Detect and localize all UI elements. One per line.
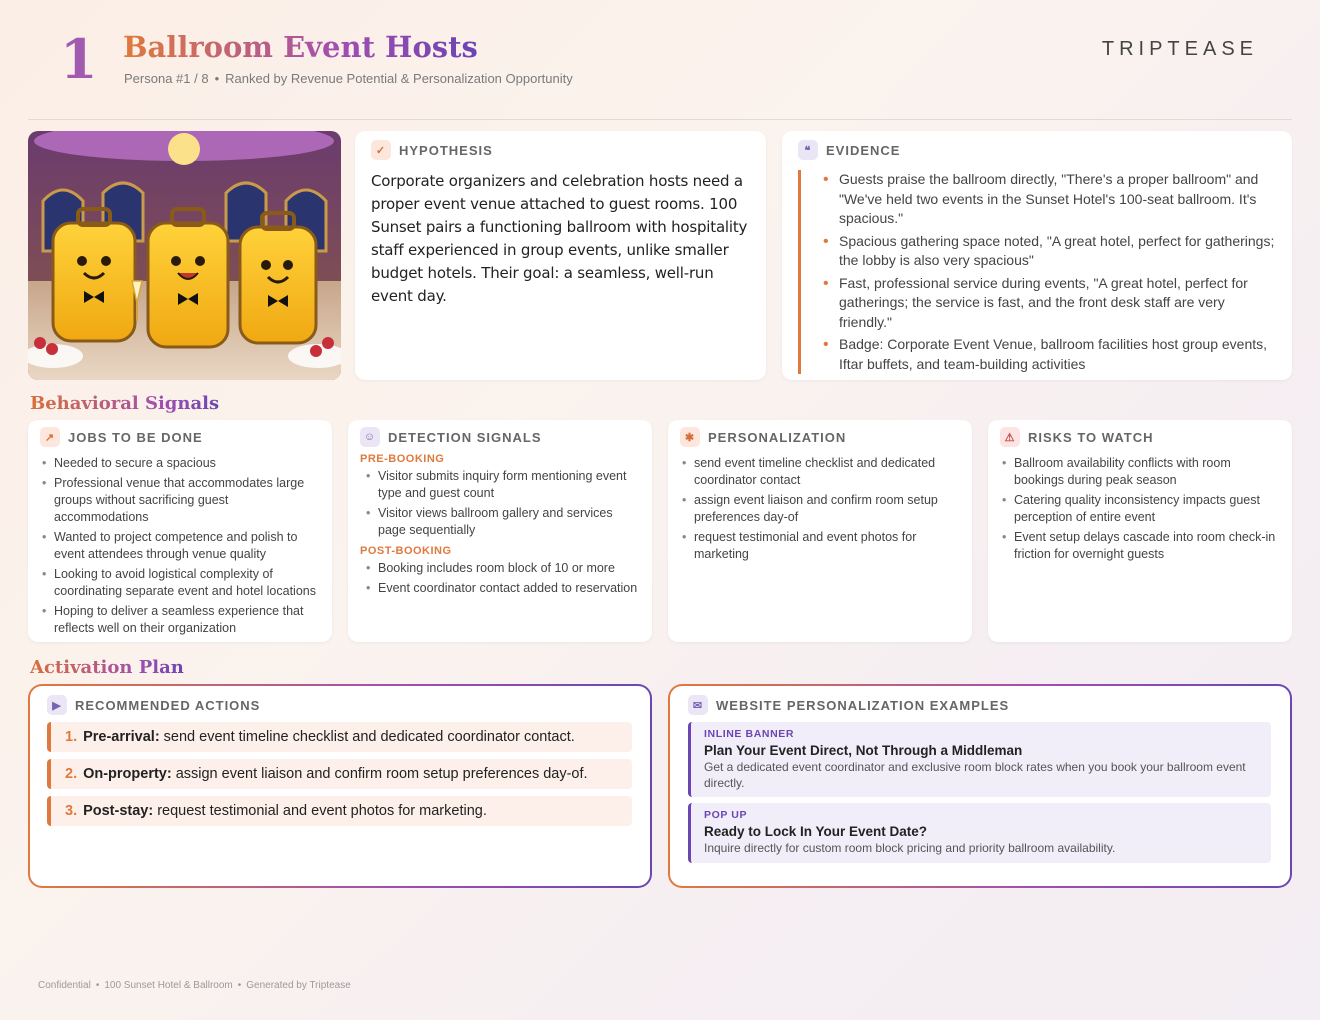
page-footer: Confidential • 100 Sunset Hotel & Ballroom • Generated by Triptease	[38, 980, 351, 991]
hypothesis-card	[355, 131, 766, 380]
list-item: • Fast, professional service during events, "A great hotel, perfect for gatherings; the service is fast, and the front desk staff are very friendly."	[815, 274, 1276, 333]
example-pop-up: POP UP Ready to Lock In Your Event Date? Inquire directly for custom room block pricing and priority ballroom availability.	[688, 803, 1271, 863]
smile-icon: ☺	[360, 427, 380, 447]
list-item: • Looking to avoid logistical complexity of coordinating separate event and hotel locations	[40, 566, 322, 600]
hypothesis-heading: HYPOTHESIS	[399, 142, 493, 158]
jobs-card	[28, 420, 332, 642]
persona-label: Persona #1 / 8	[124, 71, 209, 86]
hero-image	[28, 131, 341, 380]
pre-booking-label: PRE-BOOKING	[360, 453, 445, 465]
risks-list	[1000, 455, 1280, 563]
recommended-actions-card	[28, 684, 652, 888]
jobs-heading: JOBS TO BE DONE	[68, 429, 203, 445]
hero-illustration	[28, 131, 341, 380]
page-subtitle: Persona #1 / 8 • Ranked by Revenue Potential & Personalization Opportunity	[124, 71, 573, 86]
detection-heading: DETECTION SIGNALS	[388, 429, 542, 445]
risks-heading: RISKS TO WATCH	[1028, 429, 1154, 445]
post-booking-list	[360, 560, 642, 597]
list-item: • Professional venue that accommodates large groups without sacrificing guest accommodations	[40, 475, 322, 526]
list-item: • Wanted to project competence and polish to event attendees through venue quality	[40, 529, 322, 563]
website-examples-card	[668, 684, 1292, 888]
examples-heading: WEBSITE PERSONALIZATION EXAMPLES	[716, 697, 1010, 713]
list-item: • Badge: Corporate Event Venue, ballroom facilities host group events, Iftar buffets, and team-building activities	[815, 335, 1276, 374]
example-inline-banner: INLINE BANNER Plan Your Event Direct, Not Through a Middleman Get a dedicated event coordinator and exclusive room block rates when you book your ballroom event directly.	[688, 722, 1271, 797]
list-item: • Event setup delays cascade into room check-in friction for overnight guests	[1000, 529, 1280, 563]
check-icon: ✓	[371, 140, 391, 160]
envelope-icon: ✉	[688, 695, 708, 715]
action-item: 2. On-property: assign event liaison and confirm room setup preferences day-of.	[47, 759, 632, 789]
action-item: 3. Post-stay: request testimonial and event photos for marketing.	[47, 796, 632, 826]
evidence-heading: EVIDENCE	[826, 142, 901, 158]
detection-card	[348, 420, 652, 642]
personalization-card	[668, 420, 972, 642]
list-item: • Needed to secure a spacious	[40, 455, 322, 472]
list-item: • send event timeline checklist and dedicated coordinator contact	[680, 455, 960, 489]
play-icon: ▶	[47, 695, 67, 715]
persona-number: 1	[60, 27, 98, 91]
action-item: 1. Pre-arrival: send event timeline checklist and dedicated coordinator contact.	[47, 722, 632, 752]
list-item: • Event coordinator contact added to reservation	[364, 580, 642, 597]
list-item: • Catering quality inconsistency impacts guest perception of entire event	[1000, 492, 1280, 526]
quote-icon: ❝	[798, 140, 818, 160]
list-item: • Ballroom availability conflicts with room bookings during peak season	[1000, 455, 1280, 489]
personalization-heading: PERSONALIZATION	[708, 429, 847, 445]
list-item: • Visitor submits inquiry form mentioning event type and guest count	[364, 468, 642, 502]
list-item: • Guests praise the ballroom directly, "There's a proper ballroom" and "We've held two events in the Sunset Hotel's 100-seat ballroom. It's spacious."	[815, 170, 1276, 229]
list-item: • request testimonial and event photos for marketing	[680, 529, 960, 563]
asterisk-icon: ✱	[680, 427, 700, 447]
hypothesis-text: Corporate organizers and celebration hosts need a proper event venue attached to guest rooms. 100 Sunset pairs a functioning ballroom with hospitality staff experienced in group events, unlike smaller budget hotels. Their goal: a seamless, well-run event day.	[371, 172, 748, 305]
ranking-label: Ranked by Revenue Potential & Personalization Opportunity	[225, 71, 573, 86]
personalization-list	[680, 455, 960, 563]
page-header	[28, 28, 1292, 120]
activation-plan-title: Activation Plan	[30, 657, 184, 678]
risks-card	[988, 420, 1292, 642]
pre-booking-list	[360, 468, 642, 539]
warning-icon: ⚠	[1000, 427, 1020, 447]
list-item: • Booking includes room block of 10 or more	[364, 560, 642, 577]
list-item: • Hoping to deliver a seamless experience that reflects well on their organization	[40, 603, 322, 637]
post-booking-label: POST-BOOKING	[360, 545, 452, 557]
brand-logo: TRIPTEASE	[1101, 38, 1258, 60]
list-item: • Spacious gathering space noted, "A great hotel, perfect for gatherings; the lobby is also very spacious"	[815, 232, 1276, 271]
arrow-up-right-icon: ↗	[40, 427, 60, 447]
actions-heading: RECOMMENDED ACTIONS	[75, 697, 261, 713]
list-item: • assign event liaison and confirm room setup preferences day-of	[680, 492, 960, 526]
evidence-list	[798, 170, 1276, 374]
jobs-list	[40, 455, 322, 637]
page-title: Ballroom Event Hosts	[123, 30, 478, 64]
list-item: • Visitor views ballroom gallery and services page sequentially	[364, 505, 642, 539]
evidence-card	[782, 131, 1292, 380]
behavioral-signals-title: Behavioral Signals	[30, 393, 220, 414]
